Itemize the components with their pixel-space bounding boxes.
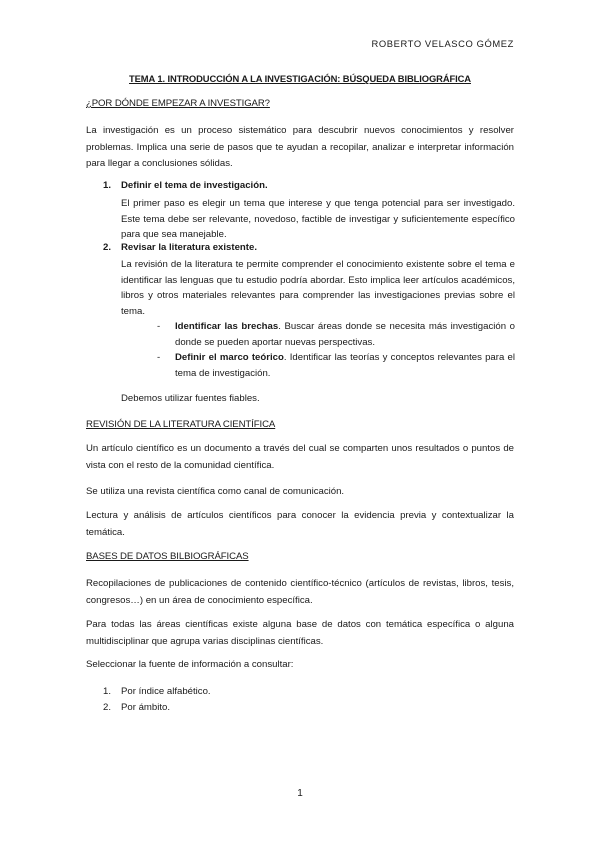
step-number: 1. xyxy=(103,180,112,191)
sub-item-rest: . Identificar las teorías y conceptos relevantes para el tema de investigación. xyxy=(175,352,515,379)
compilations-paragraph: Recopilaciones de publicaciones de contenido científico-técnico (artículos de revistas, libros, tesis, congresos…) en un área de conocimiento específica. xyxy=(86,578,514,606)
step-body: El primer paso es elegir un tema que interese y que tenga potencial para ser investigado. Este tema debe ser relevante, novedoso, factible de investigar y suficientemente específico para que sea manejable. xyxy=(121,198,515,240)
sub-item-text xyxy=(175,350,515,381)
all-areas-paragraph: Para todas las áreas científicas existe alguna base de datos con temática específica o alguna multidisciplinar que agrupa varias disciplinas científicas. xyxy=(86,619,514,647)
list-number: 1. xyxy=(103,686,112,697)
sub-item-bold: Identificar las brechas xyxy=(175,321,279,332)
document-title: TEMA 1. INTRODUCCIÓN A LA INVESTIGACIÓN: BÚSQUEDA BIBLIOGRÁFICA xyxy=(129,73,471,84)
reliable-sources-note: Debemos utilizar fuentes fiables. xyxy=(121,393,260,404)
sub-item-bold: Definir el marco teórico xyxy=(175,352,284,363)
step-heading: Definir el tema de investigación. xyxy=(121,180,268,191)
select-source-paragraph: Seleccionar la fuente de información a consultar: xyxy=(86,659,294,670)
section-heading-databases: BASES DE DATOS BILBIOGRÁFICAS xyxy=(86,551,249,562)
dash-bullet: - xyxy=(157,352,161,363)
step-body: La revisión de la literatura te permite comprender el conocimiento existente sobre el tema e identificar las lenguas que tu estudio podría abordar. Esto implica leer artículos académicos, libros y otros materiales relevantes para comprender las investigaciones previas sobre el tema. xyxy=(121,259,515,317)
page-number: 1 xyxy=(297,788,303,799)
intro-paragraph: La investigación es un proceso sistemático para descubrir nuevos conocimientos y resolver problemas. Implica una serie de pasos que te ayudan a recopilar, analizar e interpretar información para llegar a conclusiones sólidas. xyxy=(86,125,514,169)
list-item-alphabetic xyxy=(103,684,211,700)
list-text: Por ámbito. xyxy=(121,702,171,713)
section-heading-literature-review: REVISIÓN DE LA LITERATURA CIENTÍFICA xyxy=(86,419,276,430)
section-heading-start-research: ¿POR DÓNDE EMPEZAR A INVESTIGAR? xyxy=(86,98,270,109)
list-item-scope xyxy=(103,700,170,716)
list-number: 2. xyxy=(103,702,112,713)
scientific-article-paragraph: Un artículo científico es un documento a través del cual se comparten unos resultados o puntos de vista con el resto de la comunidad científica. xyxy=(86,443,514,471)
header-author: ROBERTO VELASCO GÓMEZ xyxy=(371,38,514,49)
dash-bullet: - xyxy=(157,321,161,332)
journal-paragraph: Se utiliza una revista científica como canal de comunicación. xyxy=(86,486,345,497)
sub-item-text xyxy=(175,319,515,350)
step-heading: Revisar la literatura existente. xyxy=(121,242,257,253)
reading-analysis-paragraph: Lectura y análisis de artículos científicos para conocer la evidencia previa y contextualizar la temática. xyxy=(86,510,514,538)
sub-item-rest: . Buscar áreas donde se necesita más investigación o donde se pueden aportar nuevas perspectivas. xyxy=(175,321,515,348)
list-text: Por índice alfabético. xyxy=(121,686,211,697)
step-number: 2. xyxy=(103,242,112,253)
